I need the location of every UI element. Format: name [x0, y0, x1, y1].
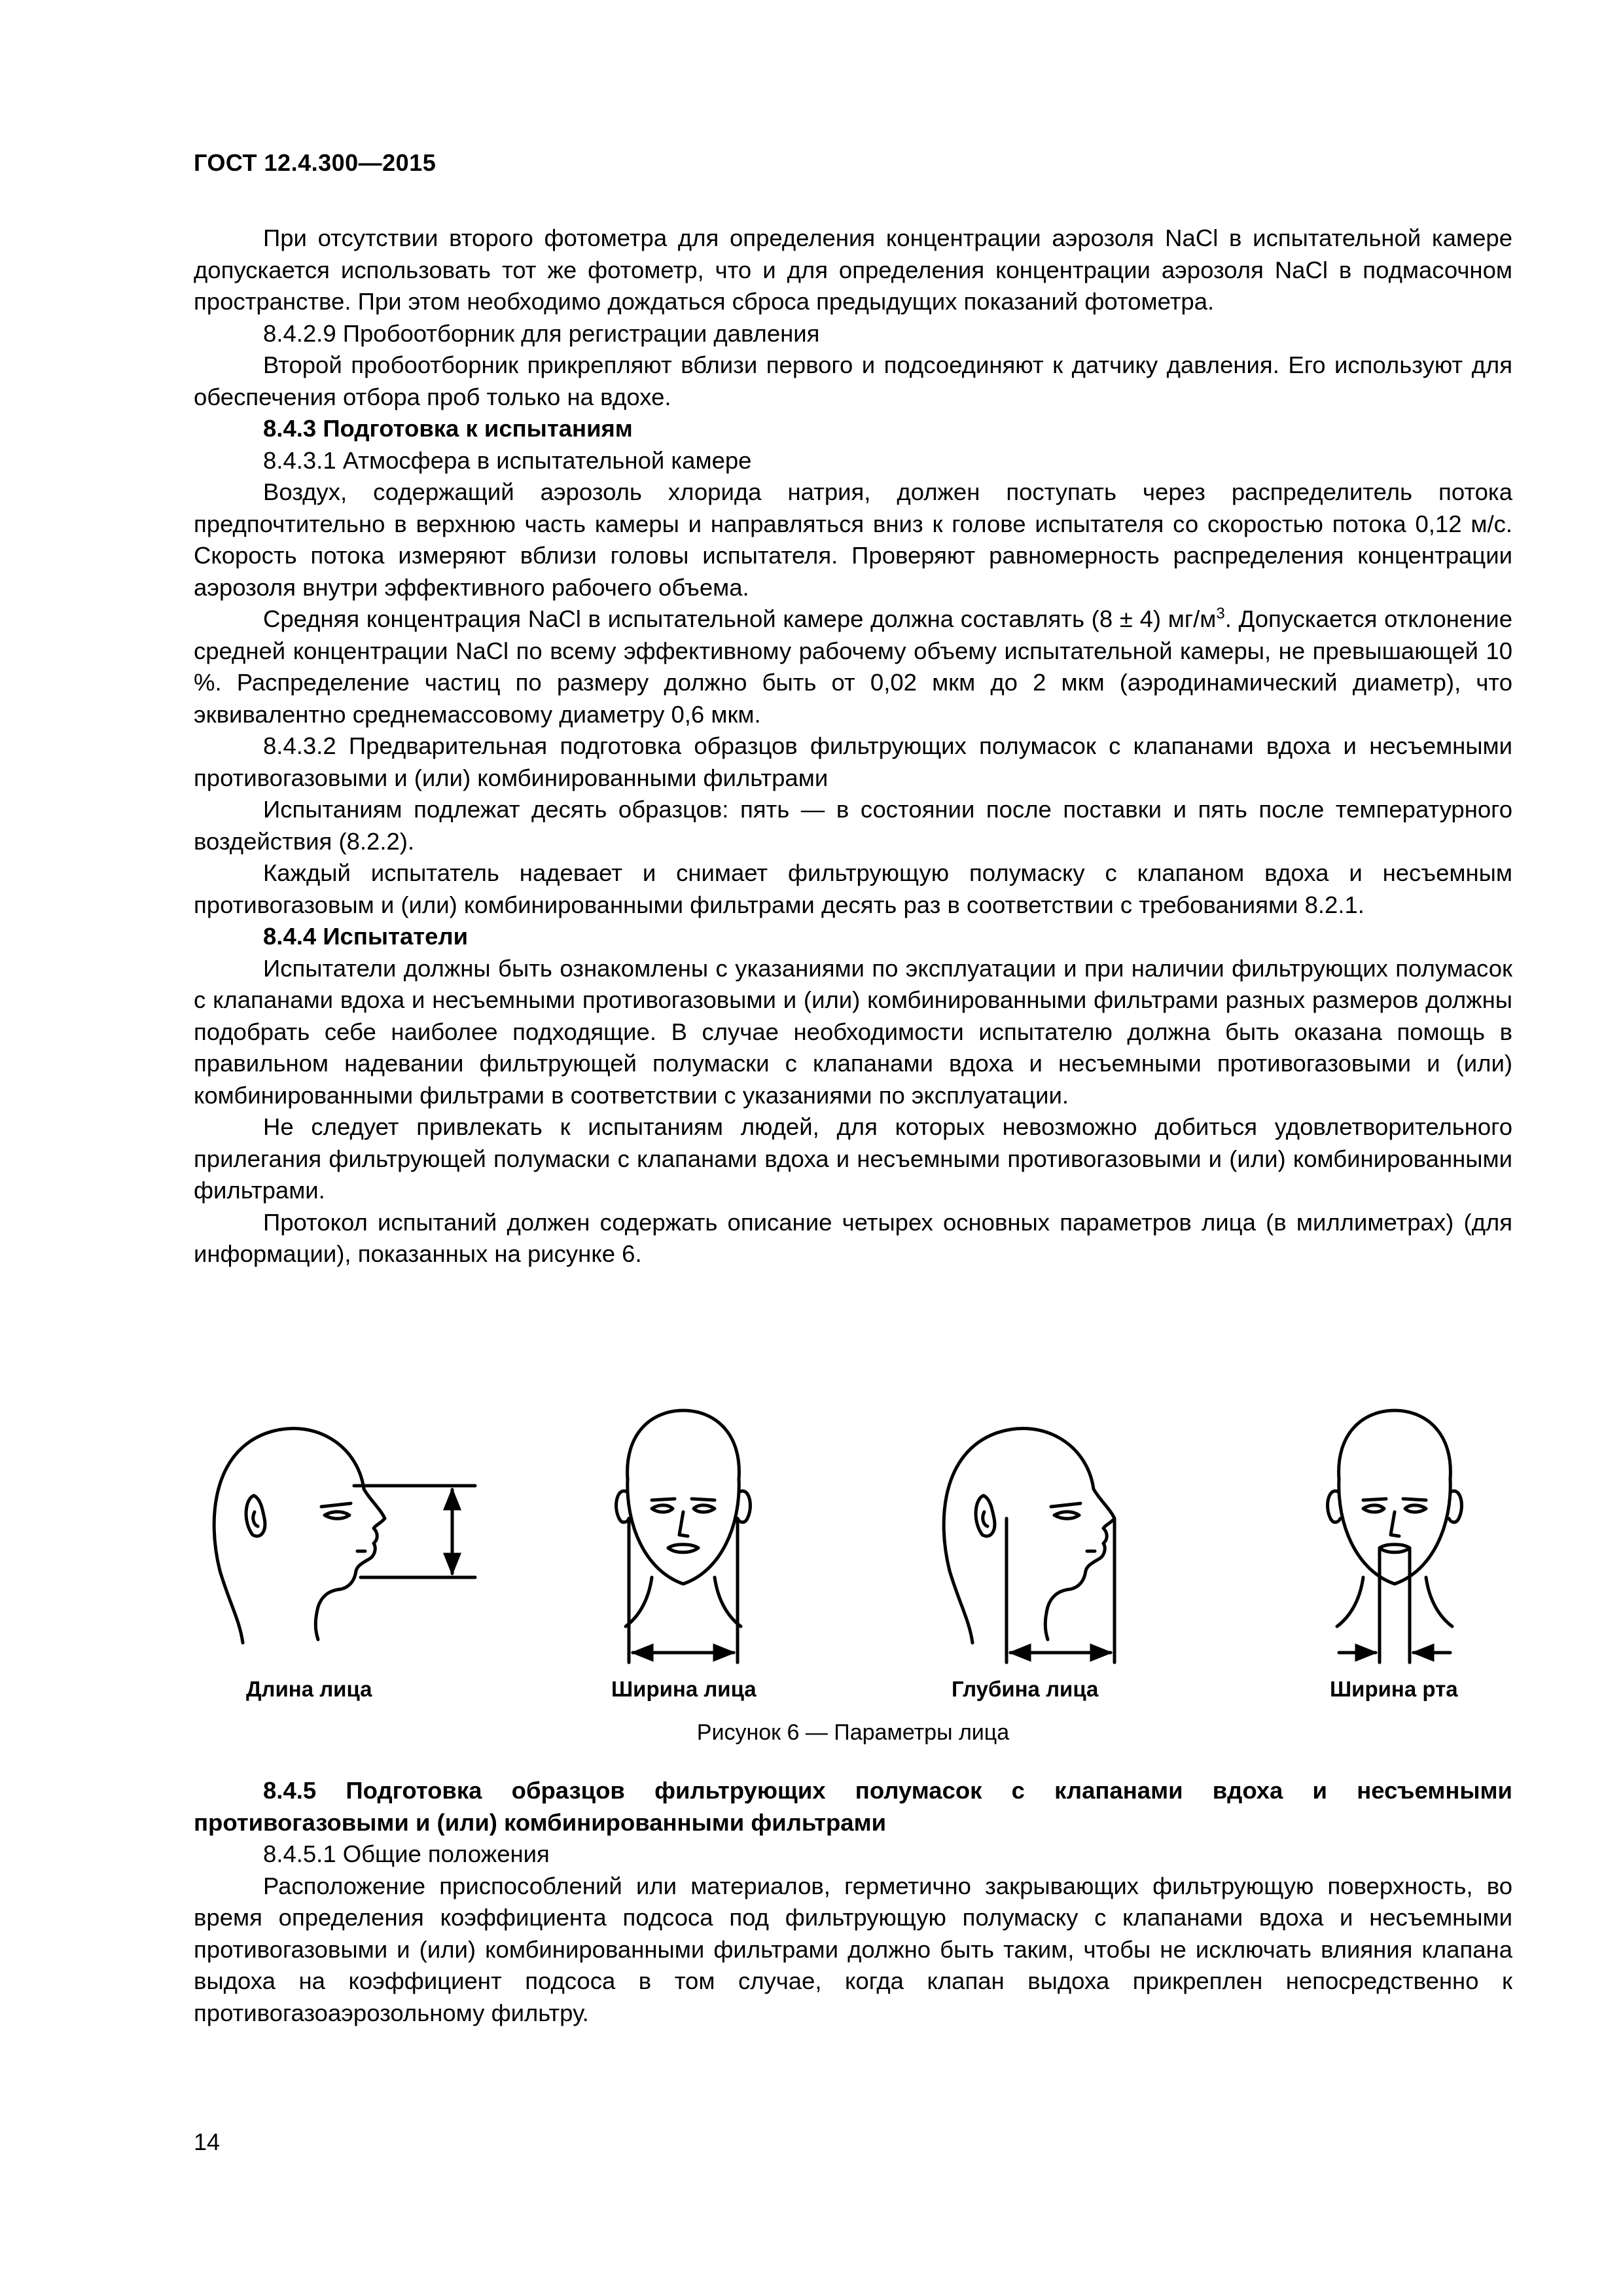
section-heading: 8.4.5 Подготовка образцов фильтрующих полумасок с клапанами вдоха и несъемными противогазовыми и (или) комбинированными фильтрами [194, 1777, 1512, 1836]
figure-label-face-depth: Глубина лица [952, 1677, 1099, 1701]
paragraph: При отсутствии второго фотометра для определения концентрации аэрозоля NaCl в испытательной камере допускается использовать тот же фотометр, что и для определения концентрации аэрозоля NaCl в подмасочном пространстве. При этом необходимо дождаться сброса предыдущих показаний фотометра. [194, 224, 1512, 315]
figure-label-face-length: Длина лица [246, 1677, 372, 1701]
concentration-paragraph [194, 603, 1512, 730]
paragraph: 8.4.3.1 Атмосфера в испытательной камере [263, 446, 752, 474]
paragraph: 8.4.2.9 Пробоотборник для регистрации давления [263, 319, 820, 347]
document-header: ГОСТ 12.4.300—2015 [194, 149, 437, 176]
profile-head-face-depth [944, 1429, 1115, 1662]
face-drawings [194, 1394, 1512, 1682]
profile-head-face-length [214, 1429, 475, 1643]
paragraph: Расположение приспособлений или материалов, герметично закрывающих фильтрующую поверхность, во время определения коэффициента подсоса под фильтрующую полумаску с клапанами вдоха и несъемными противогазовыми и (или) комбинированными фильтрами должно быть таким, чтобы не исключать влияния клапана выдоха на коэффициент подсоса в том случае, когда клапан выдоха прикреплен непосредственно к противогазоаэрозольному фильтру. [194, 1872, 1512, 2026]
paragraph: Испытаниям подлежат десять образцов: пять — в состоянии после поставки и пять после температурного воздействия (8.2.2). [194, 796, 1512, 855]
front-head-face-width [616, 1410, 751, 1662]
paragraph: 8.4.3.2 Предварительная подготовка образцов фильтрующих полумасок с клапанами вдоха и несъемными противогазовыми и (или) комбинированными фильтрами [194, 732, 1512, 791]
paragraph: Каждый испытатель надевает и снимает фильтрующую полумаску с клапаном вдоха и несъемным противогазовым и (или) комбинированными фильтрами десять раз в соответствии с требованиями 8.2.1. [194, 859, 1512, 918]
document-body-top [194, 223, 1512, 1270]
paragraph: Испытатели должны быть ознакомлены с указаниями по эксплуатации и при наличии фильтрующих полумасок с клапанами вдоха и несъемными противогазовыми и (или) комбинированными фильтрами разных размеров должны подобрать себе наиболее подходящие. В случае необходимости испытателю должна быть оказана помощь в правильном надевании фильтрующей полумаски с клапанами вдоха и несъемными противогазовыми и (или) комбинированными фильтрами в соответствии с указаниями по эксплуатации. [194, 954, 1512, 1109]
figure-face-parameters [194, 1394, 1512, 1754]
superscript: 3 [1216, 604, 1225, 622]
document-body-bottom [194, 1775, 1512, 2029]
front-head-mouth-width [1328, 1410, 1462, 1662]
section-heading: 8.4.3 Подготовка к испытаниям [263, 415, 633, 442]
paragraph: Не следует привлекать к испытаниям людей, для которых невозможно добиться удовлетворительного прилегания фильтрующей полумаски с клапанами вдоха и несъемными противогазовыми и (или) комбинированными фильтрами. [194, 1113, 1512, 1204]
paragraph: Протокол испытаний должен содержать описание четырех основных параметров лица (в миллиметрах) (для информации), показанных на рисунке 6. [194, 1208, 1512, 1267]
concentration-text-after: . Допускается отклонение средней концентрации NaCl по всему эффективному рабочему объему испытательной камеры, не превышающей 10 %. Распределение частиц по размеру должно быть от 0,02 мкм до 2 мкм (аэродинамический диаметр), что эквивалентно среднемассовому диаметру 0,6 мкм. [194, 605, 1512, 728]
paragraph: Воздух, содержащий аэрозоль хлорида натрия, должен поступать через распределитель потока предпочтительно в верхнюю часть камеры и направляться вниз к голове испытателя со скоростью потока 0,12 м/с. Скорость потока измеряют вблизи головы испытателя. Проверяют равномерность распределения концентрации аэрозоля внутри эффективного рабочего объема. [194, 478, 1512, 601]
paragraph: 8.4.5.1 Общие положения [263, 1840, 550, 1867]
concentration-text-before: Средняя концентрация NaCl в испытательной камере должна составлять (8 ± 4) мг/м [263, 605, 1217, 632]
page-number: 14 [194, 2128, 221, 2155]
figure-caption: Рисунок 6 — Параметры лица [696, 1720, 1010, 1745]
section-heading: 8.4.4 Испытатели [263, 923, 469, 950]
paragraph: Второй пробоотборник прикрепляют вблизи первого и подсоединяют к датчику давления. Его используют для обеспечения отбора проб только на вдохе. [194, 351, 1512, 410]
figure-label-mouth-width: Ширина рта [1330, 1677, 1458, 1701]
figure-label-face-width: Ширина лица [611, 1677, 757, 1701]
